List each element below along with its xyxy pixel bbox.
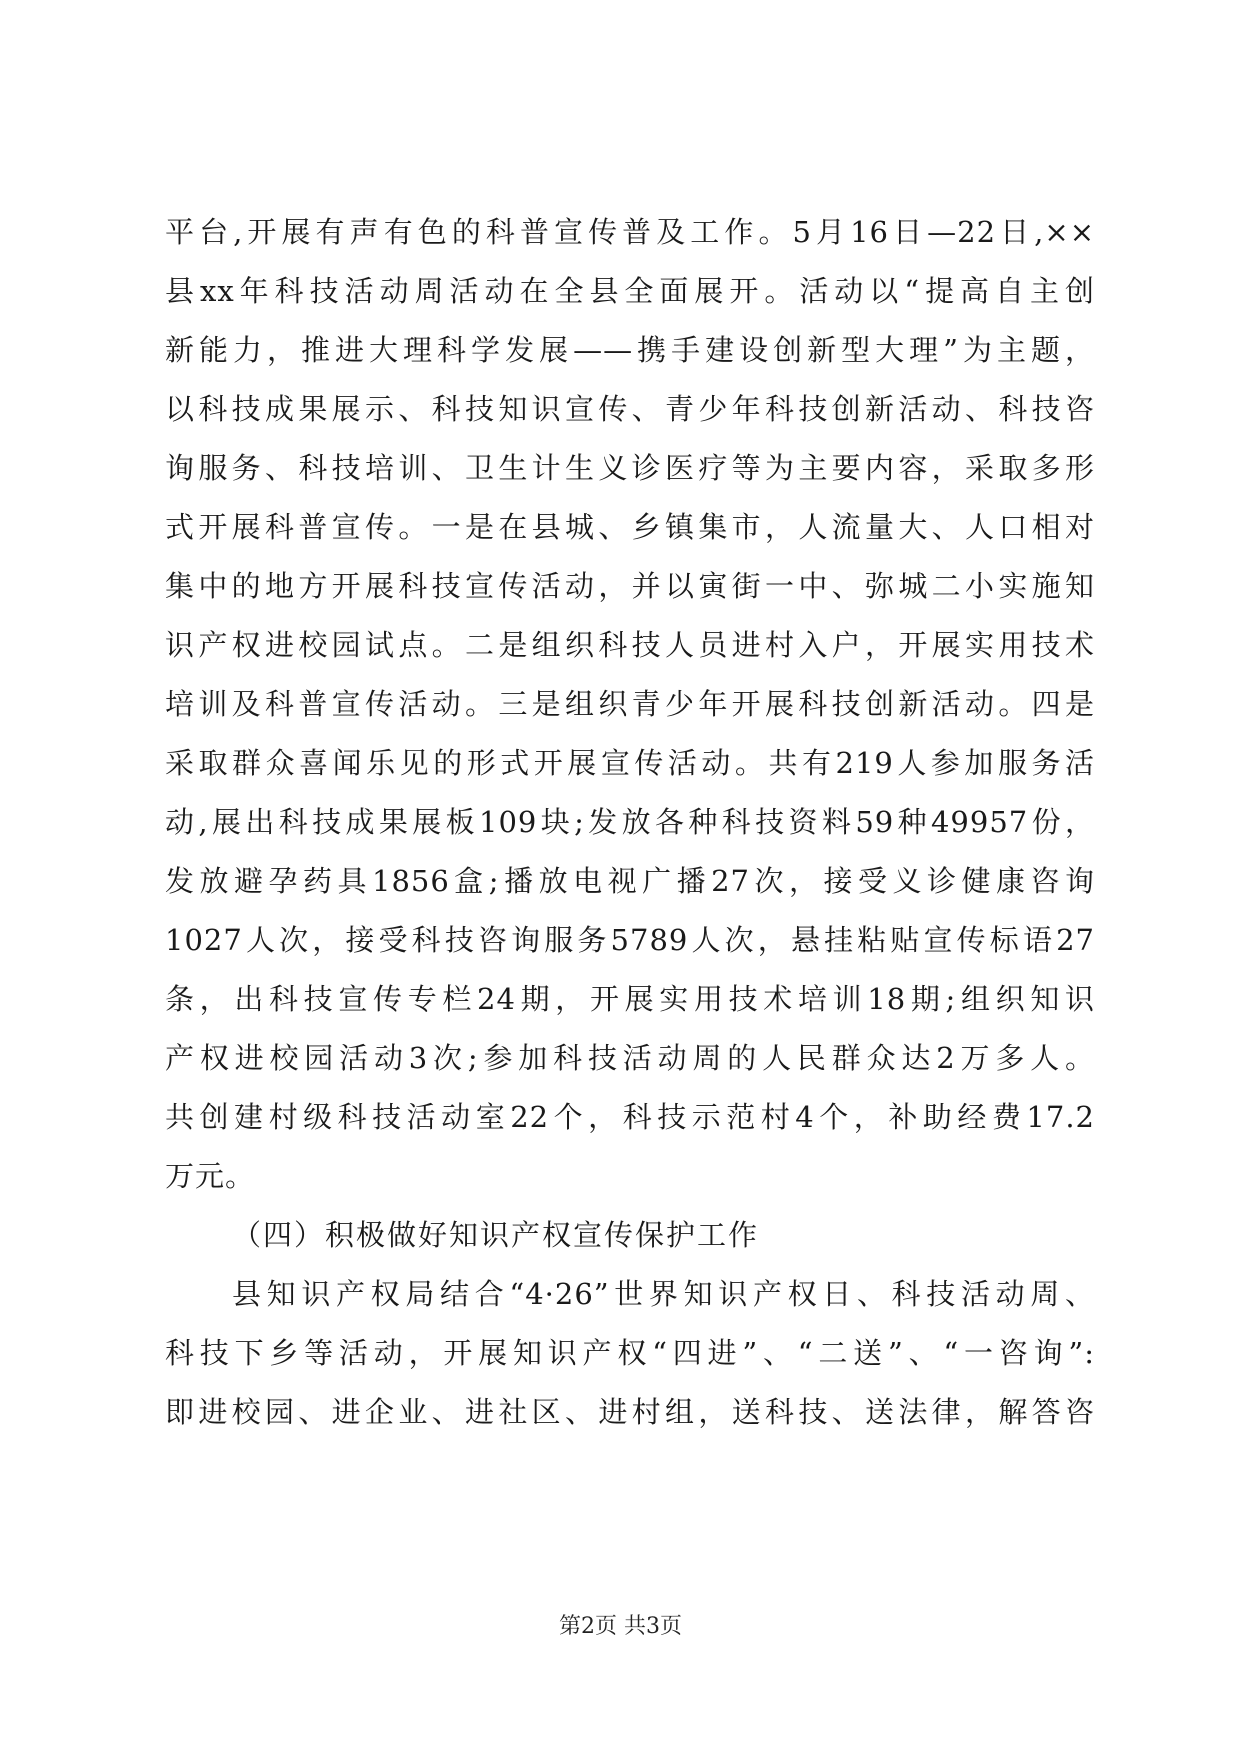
body-line-2: 县xx年科技活动周活动在全县全面展开。活动以“提高自主创	[165, 274, 1095, 308]
body-line-10: 采取群众喜闻乐见的形式开展宣传活动。共有219人参加服务活	[165, 746, 1095, 780]
body-line-7: 集中的地方开展科技宣传活动，并以寅街一中、弥城二小实施知	[165, 569, 1095, 603]
body-line-15: 产权进校园活动3次;参加科技活动周的人民群众达2万多人。	[165, 1041, 1095, 1075]
body-line-9: 培训及科普宣传活动。三是组织青少年开展科技创新活动。四是	[165, 687, 1095, 721]
body-line-11: 动,展出科技成果展板109块;发放各种科技资料59种49957份，	[165, 805, 1095, 839]
body-line-16: 共创建村级科技活动室22个，科技示范村4个，补助经费17.2	[165, 1100, 1095, 1134]
body-line-4: 以科技成果展示、科技知识宣传、青少年科技创新活动、科技咨	[165, 392, 1095, 426]
body-line-14: 条，出科技宣传专栏24期，开展实用技术培训18期;组织知识	[165, 982, 1095, 1016]
body-line-17: 万元。	[165, 1159, 256, 1193]
body-line-12: 发放避孕药具1856盒;播放电视广播27次，接受义诊健康咨询	[165, 864, 1095, 898]
section-line-3: 即进校园、进企业、进社区、进村组，送科技、送法律，解答咨	[165, 1395, 1095, 1429]
body-line-13: 1027人次，接受科技咨询服务5789人次，悬挂粘贴宣传标语27	[165, 923, 1095, 957]
section-line-1: 县知识产权局结合“4·26”世界知识产权日、科技活动周、	[232, 1277, 1095, 1311]
body-line-1: 平台,开展有声有色的科普宣传普及工作。5月16日—22日,××	[165, 215, 1095, 249]
body-line-5: 询服务、科技培训、卫生计生义诊医疗等为主要内容，采取多形	[165, 451, 1095, 485]
section-heading: （四）积极做好知识产权宣传保护工作	[232, 1218, 760, 1252]
body-line-3: 新能力，推进大理科学发展——携手建设创新型大理”为主题，	[165, 333, 1095, 367]
body-line-8: 识产权进校园试点。二是组织科技人员进村入户，开展实用技术	[165, 628, 1095, 662]
body-line-6: 式开展科普宣传。一是在县城、乡镇集市，人流量大、人口相对	[165, 510, 1095, 544]
section-line-2: 科技下乡等活动，开展知识产权“四进”、“二送”、“一咨询”:	[165, 1336, 1095, 1370]
page-footer: 第2页 共3页	[559, 1614, 682, 1639]
